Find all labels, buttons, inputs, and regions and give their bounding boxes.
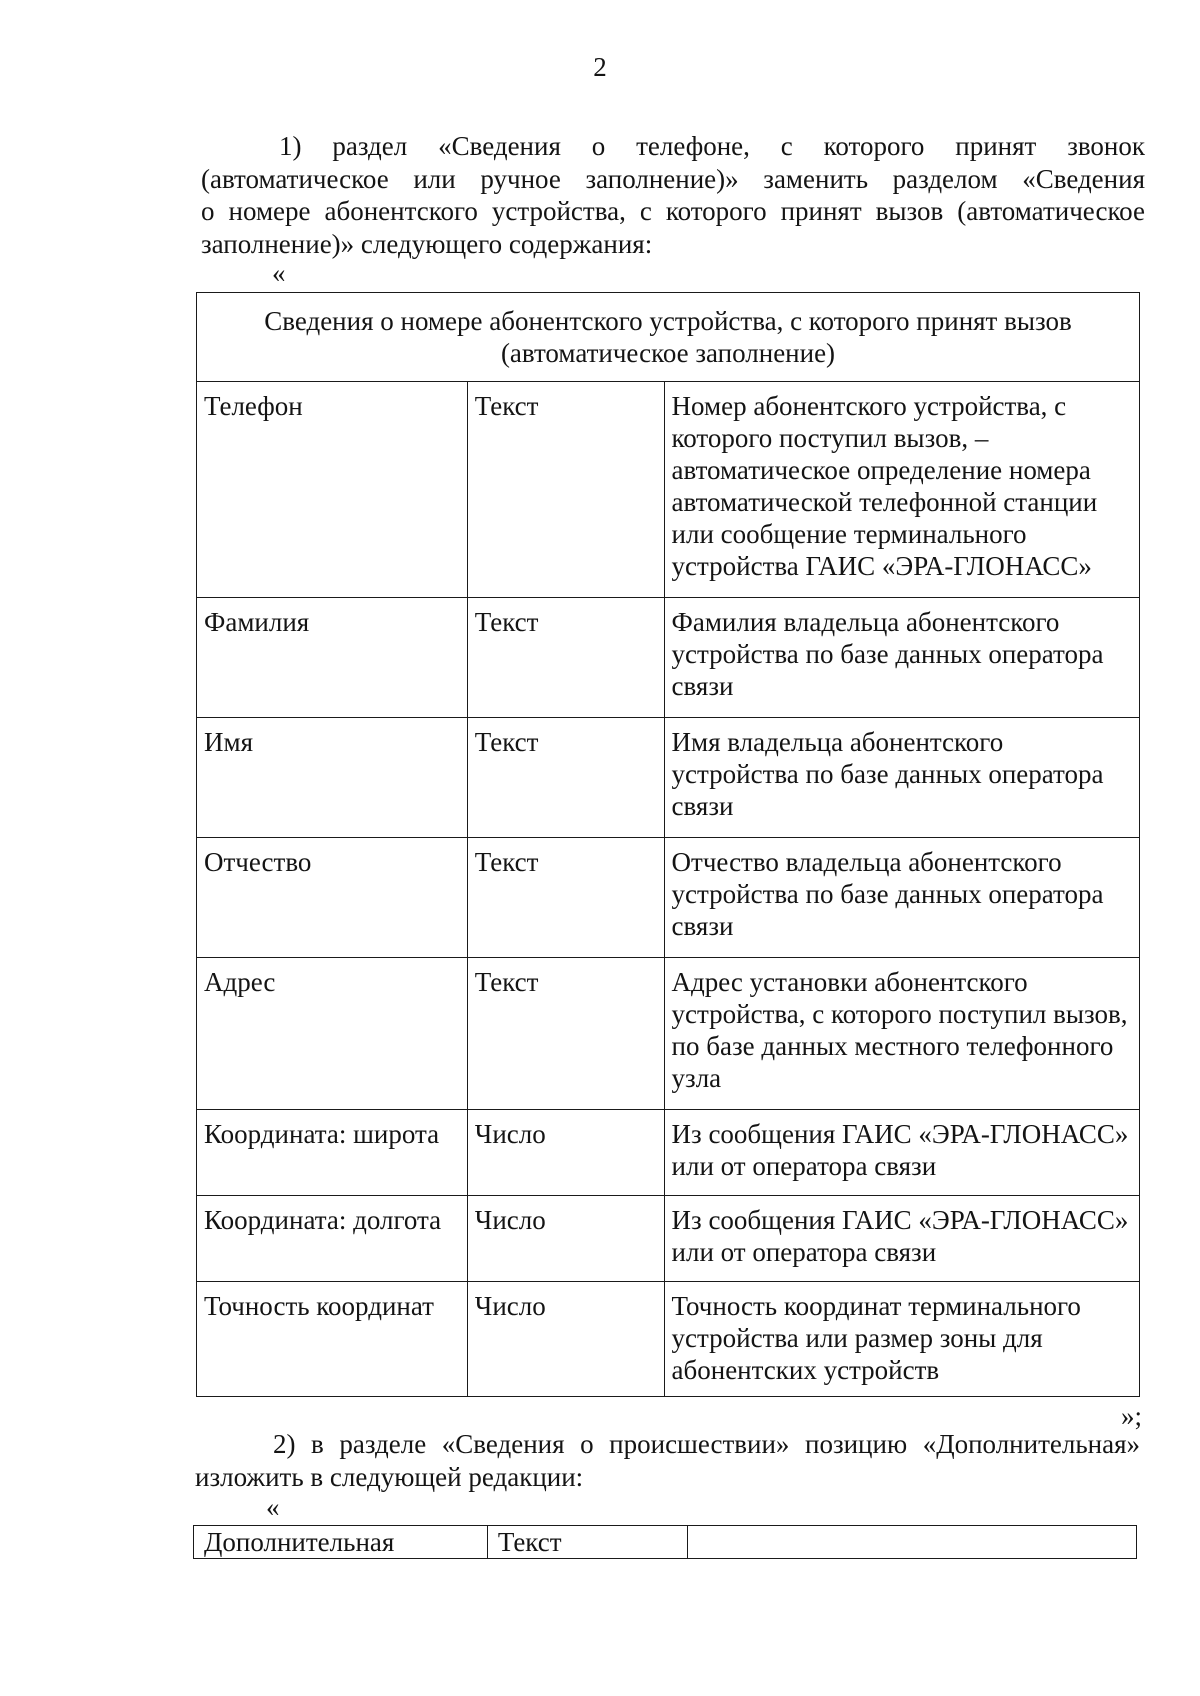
paragraph-2-line-2: изложить в следующей редакции:: [195, 1461, 584, 1492]
paragraph-1-line-1: 1) раздел «Сведения о телефоне, с которого принят звонок: [279, 131, 1145, 161]
table-row: [197, 382, 1140, 598]
field-description-cell: Фамилия владельца абонентского устройства по базе данных оператора связи: [664, 598, 1139, 718]
subscriber-info-table: [196, 292, 1140, 1397]
table-row: [197, 838, 1140, 958]
field-name-cell: Фамилия: [197, 598, 468, 718]
closing-quote-1: »;: [1120, 1401, 1142, 1431]
table-header-row: [197, 293, 1140, 382]
field-type-cell: Текст: [467, 718, 664, 838]
page-number: 2: [593, 52, 607, 82]
table-row: [197, 1196, 1140, 1282]
field-description-cell: Отчество владельца абонентского устройства по базе данных оператора связи: [664, 838, 1139, 958]
field-name-cell: Точность координат: [197, 1282, 468, 1397]
field-name-cell: Отчество: [197, 838, 468, 958]
field-type-cell: Число: [467, 1110, 664, 1196]
field-description-cell: Из сообщения ГАИС «ЭРА-ГЛОНАСС» или от оператора связи: [664, 1196, 1139, 1282]
paragraph-2: [195, 1428, 1140, 1493]
field-type-cell: Текст: [467, 598, 664, 718]
field-description-cell: Из сообщения ГАИС «ЭРА-ГЛОНАСС» или от оператора связи: [664, 1110, 1139, 1196]
paragraph-1: [201, 130, 1145, 260]
field-name-cell: Адрес: [197, 958, 468, 1110]
field-description-cell: Адрес установки абонентского устройства, с которого поступил вызов, по базе данных местного телефонного узла: [664, 958, 1139, 1110]
field-description-cell: [687, 1526, 1136, 1559]
table-row: [197, 1110, 1140, 1196]
opening-quote-2: «: [266, 1492, 280, 1522]
field-type-cell: Текст: [467, 382, 664, 598]
table-row: [197, 718, 1140, 838]
field-type-cell: Число: [467, 1196, 664, 1282]
field-description-cell: Имя владельца абонентского устройства по базе данных оператора связи: [664, 718, 1139, 838]
field-description-cell: Точность координат терминального устройства или размер зоны для абонентских устройств: [664, 1282, 1139, 1397]
field-type-cell: Текст: [467, 838, 664, 958]
paragraph-1-line-2: (автоматическое или ручное заполнение)» заменить разделом «Сведения: [201, 163, 1145, 194]
table-header: Сведения о номере абонентского устройства, с которого принят вызов (автоматическое заполнение): [197, 293, 1140, 382]
paragraph-2-line-1: 2) в разделе «Сведения о происшествии» позицию «Дополнительная»: [273, 1429, 1140, 1459]
additional-info-table: [193, 1525, 1137, 1559]
table-row: [194, 1526, 1137, 1559]
field-type-cell: Число: [467, 1282, 664, 1397]
field-name-cell: Имя: [197, 718, 468, 838]
table-row: [197, 598, 1140, 718]
table-row: [197, 958, 1140, 1110]
field-type-cell: Текст: [487, 1526, 687, 1559]
table-row: [197, 1282, 1140, 1397]
field-description-cell: Номер абонентского устройства, с которого поступил вызов, – автоматическое определение номера автоматической телефонной станции или сообщение терминального устройства ГАИС «ЭРА-ГЛОНАСС»: [664, 382, 1139, 598]
field-name-cell: Координата: долгота: [197, 1196, 468, 1282]
paragraph-1-line-3: о номере абонентского устройства, с которого принят вызов (автоматическое: [201, 196, 1145, 226]
field-name-cell: Дополнительная: [194, 1526, 488, 1559]
field-name-cell: Телефон: [197, 382, 468, 598]
field-type-cell: Текст: [467, 958, 664, 1110]
opening-quote-1: «: [272, 258, 286, 288]
field-name-cell: Координата: широта: [197, 1110, 468, 1196]
paragraph-1-line-4: заполнение)» следующего содержания:: [201, 228, 653, 259]
